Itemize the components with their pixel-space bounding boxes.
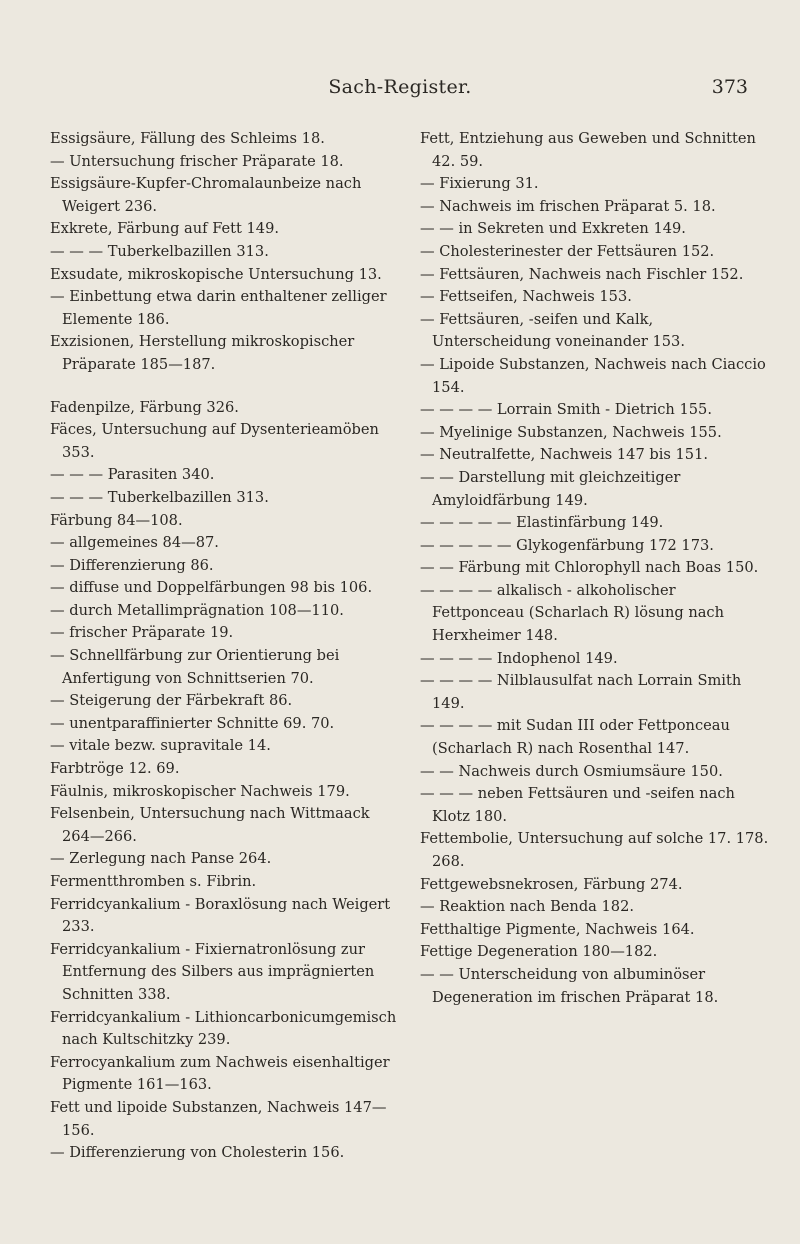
- index-entry: Ferridcyankalium - Fixiernatronlösung zur Entfernung des Silbers aus imprägnierten Schnitten 338.: [50, 940, 375, 1003]
- page-number: 373: [711, 76, 748, 98]
- index-entry: — Myelinige Substanzen, Nachweis 155.: [420, 423, 722, 441]
- index-entry: — — Nachweis durch Osmiumsäure 150.: [420, 762, 723, 780]
- index-entry: Farbtröge 12. 69.: [50, 760, 180, 778]
- index-entry: Felsenbein, Untersuchung nach Wittmaack 264—266.: [50, 805, 370, 845]
- right-index-column: [420, 128, 770, 1009]
- index-entry: — Zerlegung nach Panse 264.: [50, 850, 272, 868]
- index-entry: — — — — mit Sudan III oder Fettponceau (Scharlach R) nach Rosenthal 147.: [420, 717, 730, 758]
- index-entry: Fett, Entziehung aus Geweben und Schnitten 42. 59.: [420, 130, 756, 170]
- index-entry: Fadenpilze, Färbung 326.: [50, 398, 239, 416]
- index-entry: Essigsäure, Fällung des Schleims 18.: [50, 130, 325, 147]
- index-entry: — — — Parasiten 340.: [50, 466, 215, 484]
- index-entry: — Cholesterinester der Fettsäuren 152.: [420, 242, 715, 260]
- index-entry: Exsudate, mikroskopische Untersuchung 13.: [50, 265, 382, 283]
- index-entry: Exzisionen, Herstellung mikroskopischer Präparate 185—187.: [50, 333, 355, 373]
- page-header: [0, 76, 800, 102]
- index-entry: — Fettsäuren, Nachweis nach Fischler 152.: [420, 265, 744, 283]
- index-entry: — Fixierung 31.: [420, 175, 539, 193]
- index-entry: — Einbettung etwa darin enthaltener zelliger Elemente 186.: [50, 288, 387, 328]
- index-entry: Fäces, Untersuchung auf Dysenterieamöben 353.: [50, 421, 379, 461]
- left-index-column: [50, 128, 400, 1165]
- index-entry: — Steigerung der Färbekraft 86.: [50, 692, 293, 710]
- index-entry: — Schnellfärbung zur Orientierung bei Anfertigung von Schnittserien 70.: [50, 647, 340, 687]
- index-entry: — — Unterscheidung von albuminöser Degeneration im frischen Präparat 18.: [420, 965, 719, 1006]
- index-entry: — Neutralfette, Nachweis 147 bis 151.: [420, 446, 709, 464]
- index-entry: Ferrocyankalium zum Nachweis eisenhaltiger Pigmente 161—163.: [50, 1053, 390, 1094]
- index-entry: — Untersuchung frischer Präparate 18.: [50, 152, 344, 170]
- index-entry: Färbung 84—108.: [50, 511, 183, 529]
- index-entry: — — — — Indophenol 149.: [420, 649, 618, 667]
- index-entry: — unentparaffinierter Schnitte 69. 70.: [50, 714, 335, 732]
- index-entry: Fettgewebsnekrosen, Färbung 274.: [420, 875, 683, 893]
- index-entry: Ferridcyankalium - Lithioncarbonicumgemisch nach Kultschitzky 239.: [50, 1008, 397, 1049]
- index-entry: — Lipoide Substanzen, Nachweis nach Ciaccio 154.: [420, 355, 766, 396]
- index-entry: Fettige Degeneration 180—182.: [420, 943, 658, 961]
- index-entry: Essigsäure-Kupfer-Chromalaunbeize nach Weigert 236.: [50, 175, 362, 215]
- index-entry: Fetthaltige Pigmente, Nachweis 164.: [420, 920, 695, 938]
- index-entry: — — — Tuberkelbazillen 313.: [50, 242, 269, 260]
- index-entry: — — — — — Glykogenfärbung 172 173.: [420, 536, 714, 554]
- index-entry: — — — — Lorrain Smith - Dietrich 155.: [420, 401, 712, 419]
- index-entry: — Differenzierung 86.: [50, 556, 214, 574]
- index-entry: — — — — alkalisch - alkoholischer Fettponceau (Scharlach R) lösung nach Herxheimer 148.: [420, 581, 725, 645]
- index-entry: — — in Sekreten und Exkreten 149.: [420, 220, 686, 238]
- index-entry: — diffuse und Doppelfärbungen 98 bis 106.: [50, 579, 373, 597]
- index-entry: — Fettsäuren, -seifen und Kalk, Unterscheidung voneinander 153.: [420, 310, 685, 351]
- index-entry: — — — neben Fettsäuren und -seifen nach Klotz 180.: [420, 785, 735, 825]
- index-entry: Fett und lipoide Substanzen, Nachweis 147—156.: [50, 1098, 387, 1139]
- index-entry: Exkrete, Färbung auf Fett 149.: [50, 220, 280, 238]
- index-entry: — allgemeines 84—87.: [50, 534, 219, 552]
- index-entry: Fermentthromben s. Fibrin.: [50, 873, 257, 890]
- index-entry: Fäulnis, mikroskopischer Nachweis 179.: [50, 782, 350, 800]
- index-entry: — Differenzierung von Cholesterin 156.: [50, 1144, 345, 1162]
- index-entry: — Nachweis im frischen Präparat 5. 18.: [420, 197, 716, 215]
- index-entry: — Fettseifen, Nachweis 153.: [420, 288, 632, 306]
- index-entry: — durch Metallimprägnation 108—110.: [50, 601, 344, 619]
- index-entry: — — — — — Elastinfärbung 149.: [420, 514, 664, 532]
- index-entry: Ferridcyankalium - Boraxlösung nach Weigert 233.: [50, 895, 391, 936]
- index-entry: — — Darstellung mit gleichzeitiger Amyloidfärbung 149.: [420, 468, 681, 509]
- index-entry: — — — — Nilblausulfat nach Lorrain Smith 149.: [420, 672, 742, 712]
- index-entry: — — — Tuberkelbazillen 313.: [50, 488, 269, 506]
- running-title: Sach-Register.: [328, 76, 472, 98]
- index-entry: Fettembolie, Untersuchung auf solche 17. 178. 268.: [420, 830, 769, 870]
- index-entry: — frischer Präparate 19.: [50, 624, 234, 642]
- index-entry: — — Färbung mit Chlorophyll nach Boas 150.: [420, 559, 759, 577]
- index-entry: — Reaktion nach Benda 182.: [420, 898, 635, 916]
- index-entry: — vitale bezw. supravitale 14.: [50, 737, 271, 755]
